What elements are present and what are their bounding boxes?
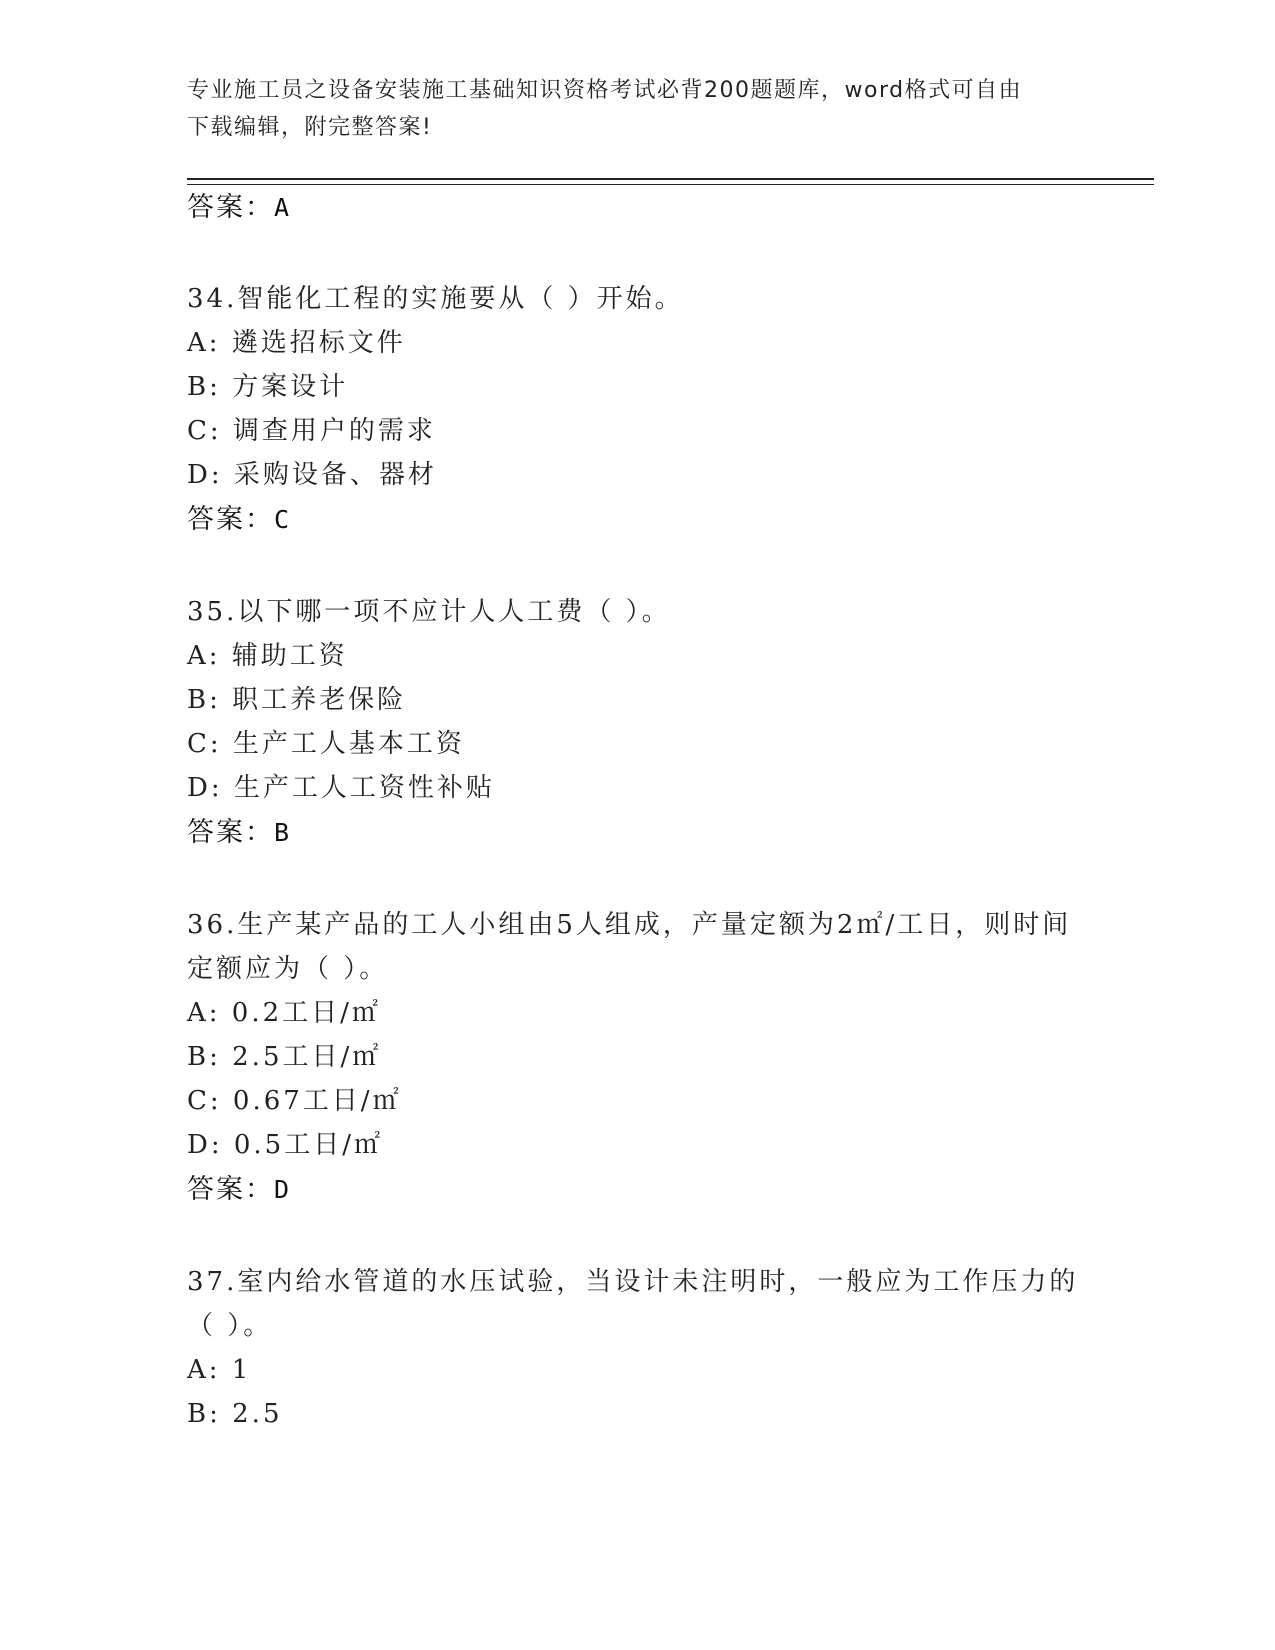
question-number: 35. [187,597,238,627]
question-stem [187,1266,1078,1298]
question-text: 生产某产品的工人小组由5人组成，产量定额为2㎡/工日，则时间 [237,910,1072,940]
question-stem [187,283,684,315]
option-b: B: 方案设计 [187,372,349,402]
option-a: A: 遴选招标文件 [187,328,406,358]
question-text: 室内给水管道的水压试验，当设计未注明时，一般应为工作压力的 [237,1267,1079,1297]
answer-label: 答案： [187,1174,274,1205]
option-a: A: 1 [187,1355,252,1385]
option-c: C: 0.67工日/㎡ [187,1086,402,1116]
answer-value: C [274,505,292,534]
question-stem-continued: （ ）。 [187,1311,273,1341]
option-b: B: 2.5工日/㎡ [187,1042,382,1072]
option-b: B: 2.5 [187,1399,283,1429]
header-line-1: 专业施工员之设备安装施工基础知识资格考试必背200题题库，word格式可自由 [187,78,1023,103]
document-header [187,72,1067,146]
question-stem [187,909,1071,941]
question-text: 以下哪一项不应计人人工费（ ）。 [237,597,671,627]
answer-label: 答案： [187,817,274,848]
option-d: D: 生产工人工资性补贴 [187,773,495,803]
answer-value: B [274,818,292,847]
answer-line [187,504,291,536]
question-stem-continued: 定额应为（ ）。 [187,954,389,984]
option-c: C: 调查用户的需求 [187,416,436,446]
option-d: D: 采购设备、器材 [187,460,437,490]
question-number: 36. [187,910,238,940]
header-divider-thick [187,178,1154,180]
answer-line [187,1174,291,1206]
answer-line [187,817,291,849]
header-divider-thin [187,184,1154,185]
option-a: A: 辅助工资 [187,641,348,671]
option-a: A: 0.2工日/㎡ [187,998,381,1028]
header-line-2: 下载编辑，附完整答案! [187,115,433,140]
answer-line [187,192,291,224]
answer-value: A [274,193,292,222]
question-text: 智能化工程的实施要从（ ）开始。 [237,284,684,314]
question-number: 34. [187,284,238,314]
answer-label: 答案： [187,192,274,223]
question-number: 37. [187,1267,238,1297]
option-b: B: 职工养老保险 [187,685,407,715]
question-stem [187,596,671,628]
answer-label: 答案： [187,504,274,535]
option-d: D: 0.5工日/㎡ [187,1130,383,1160]
answer-value: D [274,1175,292,1204]
option-c: C: 生产工人基本工资 [187,729,465,759]
